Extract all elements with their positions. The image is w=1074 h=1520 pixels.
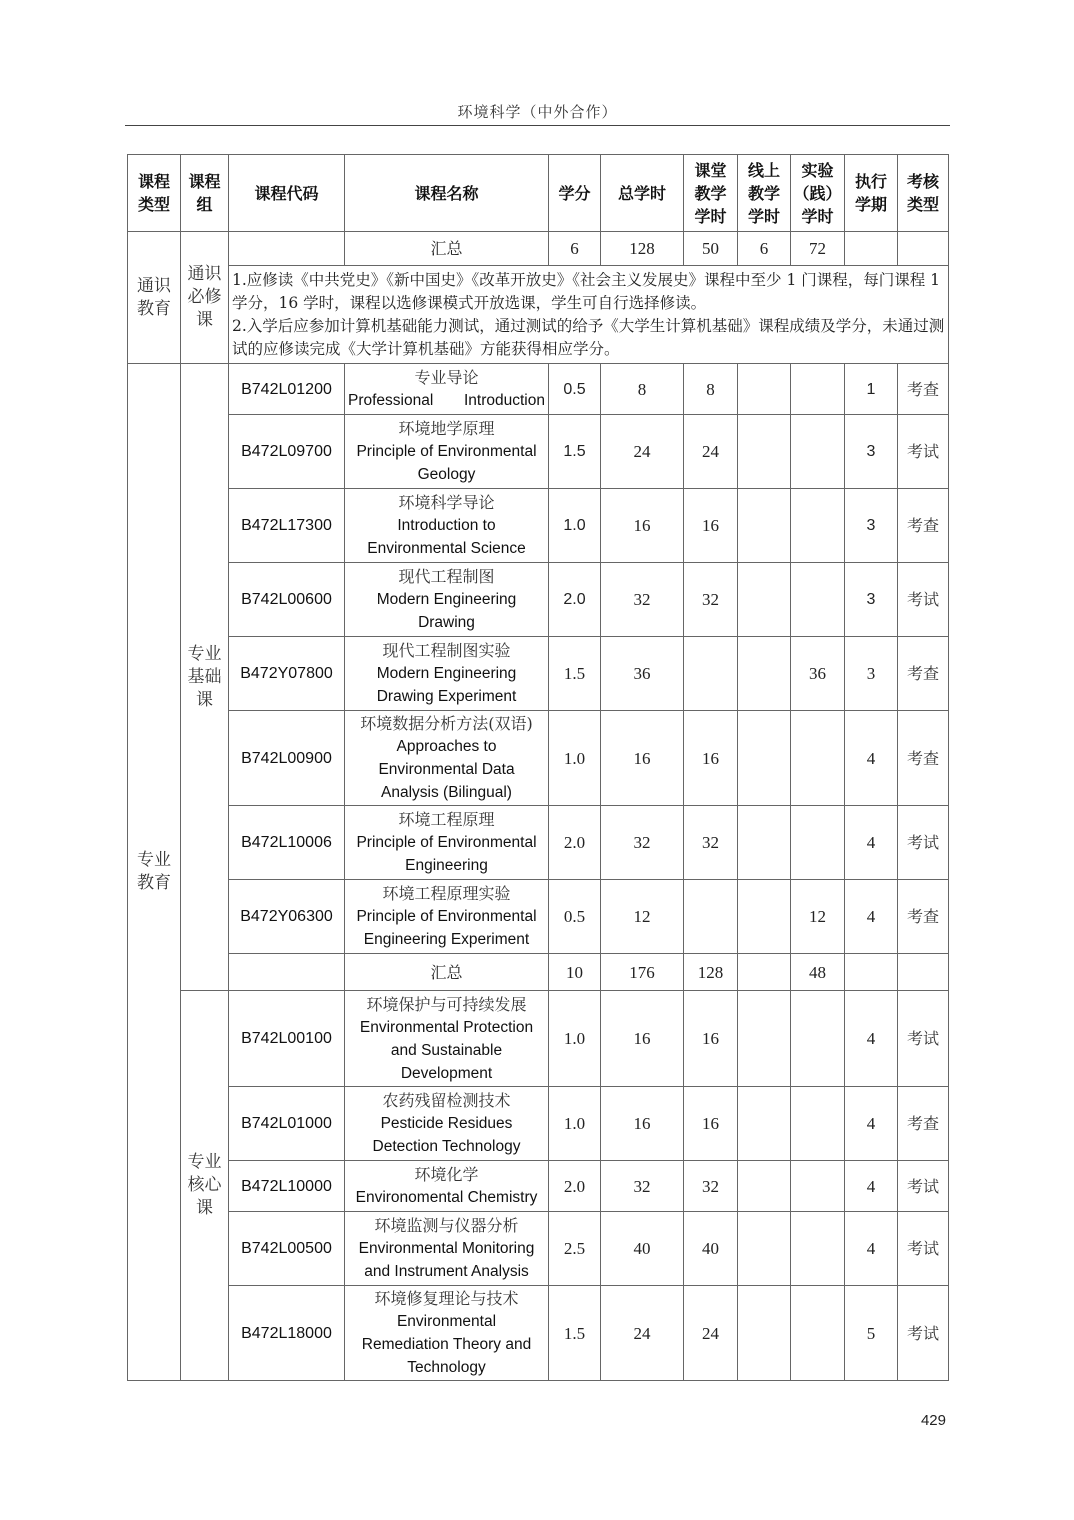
course-code: B472L10006 (229, 806, 345, 880)
course-name-en: Engineering (405, 857, 488, 874)
header-line: 课程名称 (414, 183, 479, 203)
course-row (128, 1212, 949, 1286)
course-credits: 1.0 (549, 711, 601, 806)
course-credits: 1.5 (549, 1286, 601, 1381)
course-lab-hours (791, 1161, 845, 1212)
course-assessment-type: 考试 (898, 806, 949, 880)
course-row (128, 563, 949, 637)
course-classroom-hours: 32 (684, 1161, 738, 1212)
course-name-cn: 环境科学导论 (398, 493, 495, 512)
course-credits: 0.5 (549, 880, 601, 954)
course-semester: 4 (845, 880, 898, 954)
course-row (128, 806, 949, 880)
course-total-hours: 16 (601, 711, 684, 806)
header-line: （践） (793, 183, 842, 203)
course-group-general-required-line: 通识 (187, 264, 222, 284)
course-credits: 2.0 (549, 1161, 601, 1212)
course-online-hours (738, 563, 791, 637)
course-assessment-type: 考试 (898, 1212, 949, 1286)
course-row (128, 415, 949, 489)
course-name-cn: 环境数据分析方法(双语) (360, 714, 533, 733)
course-classroom-hours (684, 637, 738, 711)
course-code: B472L18000 (229, 1286, 345, 1381)
course-name-en: Technology (407, 1359, 486, 1376)
course-total-hours: 40 (601, 1212, 684, 1286)
course-classroom-hours: 16 (684, 711, 738, 806)
course-name-en: Modern Engineering (376, 591, 517, 608)
course-name (345, 637, 549, 711)
course-online-hours (738, 1212, 791, 1286)
course-name (345, 415, 549, 489)
summary-online-hours: 6 (738, 232, 791, 266)
course-name-en: Principle of Environmental (356, 834, 537, 851)
course-lab-hours (791, 489, 845, 563)
course-code: B472Y07800 (229, 637, 345, 711)
course-row (128, 489, 949, 563)
summary-label: 汇总 (345, 954, 549, 991)
course-name-en: Principle of Environmental (356, 443, 537, 460)
header-line: 课程 (188, 172, 221, 191)
course-code: B472L17300 (229, 489, 345, 563)
course-lab-hours (791, 364, 845, 415)
course-name-cn: 环境地学原理 (398, 419, 495, 438)
course-lab-hours: 12 (791, 880, 845, 954)
header-credits (549, 155, 601, 232)
course-name-cn: 环境监测与仪器分析 (374, 1216, 519, 1235)
course-name-en (345, 389, 548, 412)
course-credits: 2.0 (549, 806, 601, 880)
course-plan-table (127, 154, 949, 1381)
course-assessment-type: 考试 (898, 1161, 949, 1212)
course-credits: 1.5 (549, 637, 601, 711)
course-name-cn: 现代工程制图实验 (382, 641, 511, 660)
course-name-en: Environomental Chemistry (355, 1189, 538, 1206)
course-total-hours: 16 (601, 1087, 684, 1161)
course-group-core-line: 课 (196, 1198, 213, 1218)
course-name (345, 1161, 549, 1212)
header-total-hours (601, 155, 684, 232)
course-name-cn: 农药残留检测技术 (382, 1091, 511, 1110)
semester-cell (845, 232, 898, 266)
course-code-cell (229, 232, 345, 266)
summary-total-hours: 176 (601, 954, 684, 991)
course-semester: 1 (845, 364, 898, 415)
course-lab-hours (791, 1087, 845, 1161)
course-lab-hours (791, 1286, 845, 1381)
course-name (345, 1286, 549, 1381)
course-group-general-required (181, 232, 229, 364)
header-lab-hours (791, 155, 845, 232)
course-row (128, 1286, 949, 1381)
header-line: 线上 (747, 160, 780, 180)
course-name (345, 991, 549, 1087)
course-name-en: Modern Engineering (376, 665, 517, 682)
header-line: 课程代码 (254, 183, 319, 203)
course-semester: 4 (845, 1161, 898, 1212)
header-line: 教学 (747, 183, 780, 203)
semester-cell (845, 954, 898, 991)
header-line: 总学时 (617, 183, 666, 203)
course-group-core-line: 专业 (187, 1152, 222, 1172)
course-assessment-type: 考查 (898, 880, 949, 954)
course-name (345, 563, 549, 637)
course-name-cn: 环境工程原理实验 (382, 884, 511, 903)
header-line: 考核 (906, 172, 939, 191)
course-row (128, 1161, 949, 1212)
header-course-type (128, 155, 181, 232)
course-row (128, 637, 949, 711)
course-classroom-hours: 16 (684, 489, 738, 563)
header-course-group (181, 155, 229, 232)
course-group-core (181, 991, 229, 1381)
course-credits: 1.0 (549, 1087, 601, 1161)
course-semester: 4 (845, 1212, 898, 1286)
course-credits: 1.5 (549, 415, 601, 489)
course-name-en: Principle of Environmental (356, 908, 537, 925)
course-online-hours (738, 415, 791, 489)
course-name (345, 1087, 549, 1161)
summary-label: 汇总 (345, 232, 549, 266)
course-name-en: and Sustainable (390, 1041, 503, 1059)
header-line: 学时 (694, 206, 727, 226)
course-semester: 3 (845, 563, 898, 637)
course-name (345, 364, 549, 415)
course-total-hours: 36 (601, 637, 684, 711)
assessment-cell (898, 954, 949, 991)
header-line: 类型 (137, 195, 170, 214)
course-assessment-type: 考试 (898, 563, 949, 637)
course-lab-hours: 36 (791, 637, 845, 711)
course-credits: 0.5 (549, 364, 601, 415)
course-credits: 1.0 (549, 489, 601, 563)
general-education-notes (229, 266, 949, 364)
course-type-professional-line: 教育 (137, 873, 171, 893)
header-line: 实验 (801, 160, 834, 180)
summary-classroom-hours: 50 (684, 232, 738, 266)
course-assessment-type: 考查 (898, 711, 949, 806)
course-lab-hours (791, 991, 845, 1087)
course-semester: 5 (845, 1286, 898, 1381)
course-credits: 2.5 (549, 1212, 601, 1286)
course-code: B742L01200 (229, 364, 345, 415)
course-online-hours (738, 489, 791, 563)
course-online-hours (738, 1161, 791, 1212)
course-name-en: Environmental (396, 1313, 497, 1330)
course-semester: 4 (845, 711, 898, 806)
course-code: B472Y06300 (229, 880, 345, 954)
header-online-hours (738, 155, 791, 232)
course-total-hours: 24 (601, 415, 684, 489)
course-name-cn: 专业导论 (414, 368, 479, 387)
course-code: B472L09700 (229, 415, 345, 489)
course-type-professional-line: 专业 (137, 850, 171, 870)
course-row (128, 711, 949, 806)
course-group-foundation (181, 364, 229, 991)
header-row (128, 155, 949, 232)
course-classroom-hours: 24 (684, 1286, 738, 1381)
course-classroom-hours: 32 (684, 563, 738, 637)
course-name-en: Detection Technology (372, 1138, 521, 1155)
note-item: 1.应修读《中共党史》《新中国史》《改革开放史》《社会主义发展史》课程中至少 1 门课程，每门课程 1 学分，16 学时，课程以选修课模式开放选课，学生可自行选择修读。 (232, 270, 941, 312)
course-classroom-hours: 24 (684, 415, 738, 489)
note-item: 2.入学后应参加计算机基础能力测试，通过测试的给予《大学生计算机基础》课程成绩及学分，未通过测试的应修读完成《大学计算机基础》方能获得相应学分。 (232, 316, 945, 358)
course-online-hours (738, 1087, 791, 1161)
course-name-en: Environmental Data (378, 761, 515, 778)
course-classroom-hours: 16 (684, 1087, 738, 1161)
header-line: 课程 (137, 172, 170, 191)
course-code: B742L01000 (229, 1087, 345, 1161)
course-type-general-line: 通识 (137, 275, 171, 296)
header-line: 组 (196, 195, 213, 214)
course-type-general (128, 232, 181, 364)
course-semester: 4 (845, 991, 898, 1087)
course-credits: 2.0 (549, 563, 601, 637)
course-classroom-hours: 16 (684, 991, 738, 1087)
header-course-name (345, 155, 549, 232)
summary-total-hours: 128 (601, 232, 684, 266)
course-name-cn: 环境工程原理 (398, 810, 495, 829)
course-name-en: Drawing (418, 614, 475, 631)
course-semester: 3 (845, 489, 898, 563)
course-name (345, 1212, 549, 1286)
course-assessment-type: 考查 (898, 637, 949, 711)
course-code: B742L00500 (229, 1212, 345, 1286)
course-online-hours (738, 637, 791, 711)
summary-row-foundation (128, 954, 949, 991)
course-classroom-hours: 8 (684, 364, 738, 415)
course-classroom-hours (684, 880, 738, 954)
course-group-foundation-line: 课 (196, 689, 213, 710)
running-header: 环境科学（中外合作） (457, 103, 618, 121)
header-line: 学时 (801, 206, 834, 226)
course-lab-hours (791, 563, 845, 637)
word: Introduction (464, 392, 545, 409)
course-code: B742L00900 (229, 711, 345, 806)
course-classroom-hours: 40 (684, 1212, 738, 1286)
summary-credits: 10 (549, 954, 601, 991)
course-online-hours (738, 880, 791, 954)
course-semester: 3 (845, 415, 898, 489)
course-name-en: Drawing Experiment (376, 688, 517, 705)
course-name-cn: 环境修复理论与技术 (374, 1289, 519, 1308)
header-line: 学时 (747, 206, 780, 226)
course-row (128, 364, 949, 415)
summary-credits: 6 (549, 232, 601, 266)
course-name-en: Approaches to (396, 738, 497, 755)
course-total-hours: 32 (601, 1161, 684, 1212)
course-row (128, 1087, 949, 1161)
course-semester: 4 (845, 1087, 898, 1161)
course-total-hours: 16 (601, 991, 684, 1087)
course-row (128, 991, 949, 1087)
summary-classroom-hours: 128 (684, 954, 738, 991)
course-online-hours (738, 806, 791, 880)
course-row (128, 880, 949, 954)
course-assessment-type: 考试 (898, 991, 949, 1087)
header-line: 课堂 (694, 160, 727, 180)
course-name-cn: 环境保护与可持续发展 (366, 994, 527, 1014)
page-number: 429 (920, 1412, 946, 1429)
course-lab-hours (791, 711, 845, 806)
header-line: 执行 (854, 172, 887, 191)
course-lab-hours (791, 415, 845, 489)
course-name-cn: 现代工程制图 (398, 567, 495, 586)
summary-online-hours (738, 954, 791, 991)
course-online-hours (738, 1286, 791, 1381)
assessment-cell (898, 232, 949, 266)
course-name-en: Environmental Monitoring (358, 1240, 535, 1257)
header-semester (845, 155, 898, 232)
course-assessment-type: 考查 (898, 1087, 949, 1161)
course-name (345, 489, 549, 563)
course-name-en: Environmental Protection (359, 1018, 534, 1036)
course-online-hours (738, 711, 791, 806)
course-name-en: Introduction to (397, 517, 496, 534)
header-classroom-hours (684, 155, 738, 232)
course-classroom-hours: 32 (684, 806, 738, 880)
summary-lab-hours: 72 (791, 232, 845, 266)
course-semester: 3 (845, 637, 898, 711)
course-name (345, 880, 549, 954)
course-total-hours: 24 (601, 1286, 684, 1381)
course-online-hours (738, 991, 791, 1087)
course-online-hours (738, 364, 791, 415)
course-total-hours: 32 (601, 563, 684, 637)
course-code-cell (229, 954, 345, 991)
course-assessment-type: 考试 (898, 415, 949, 489)
course-name (345, 711, 549, 806)
course-lab-hours (791, 806, 845, 880)
course-name-en: Remediation Theory and (361, 1336, 532, 1353)
course-name-en: Environmental Science (367, 540, 526, 557)
course-group-core-line: 核心 (187, 1175, 222, 1195)
course-group-foundation-line: 基础 (187, 666, 222, 687)
course-name (345, 806, 549, 880)
header-rule (125, 125, 950, 126)
summary-row-general (128, 232, 949, 266)
summary-lab-hours: 48 (791, 954, 845, 991)
course-code: B472L10000 (229, 1161, 345, 1212)
header-course-code (229, 155, 345, 232)
header-assessment-type (898, 155, 949, 232)
course-name-en: and Instrument Analysis (364, 1263, 529, 1280)
header-line: 学分 (558, 183, 591, 203)
course-code: B742L00100 (229, 991, 345, 1087)
course-code: B742L00600 (229, 563, 345, 637)
course-assessment-type: 考查 (898, 364, 949, 415)
course-name-en: Engineering Experiment (363, 931, 530, 948)
course-name-cn: 环境化学 (414, 1165, 479, 1184)
course-name-en: Pesticide Residues (380, 1115, 513, 1132)
course-total-hours: 8 (601, 364, 684, 415)
course-credits: 1.0 (549, 991, 601, 1087)
course-assessment-type: 考试 (898, 1286, 949, 1381)
course-name-en: Development (400, 1064, 493, 1082)
header-line: 教学 (694, 183, 727, 203)
course-name-en: Geology (417, 466, 476, 483)
course-group-foundation-line: 专业 (187, 643, 222, 664)
course-semester: 4 (845, 806, 898, 880)
course-lab-hours (791, 1212, 845, 1286)
course-group-general-required-line: 课 (196, 310, 213, 330)
course-type-general-line: 教育 (137, 298, 171, 319)
notes-row-general (128, 266, 949, 364)
course-total-hours: 32 (601, 806, 684, 880)
header-line: 学期 (854, 195, 887, 214)
course-assessment-type: 考查 (898, 489, 949, 563)
course-total-hours: 12 (601, 880, 684, 954)
word: Professional (348, 392, 434, 409)
course-type-professional (128, 364, 181, 1381)
header-line: 类型 (906, 195, 939, 214)
course-total-hours: 16 (601, 489, 684, 563)
course-group-general-required-line: 必修 (187, 287, 222, 307)
course-name-en: Analysis (Bilingual) (381, 784, 512, 801)
